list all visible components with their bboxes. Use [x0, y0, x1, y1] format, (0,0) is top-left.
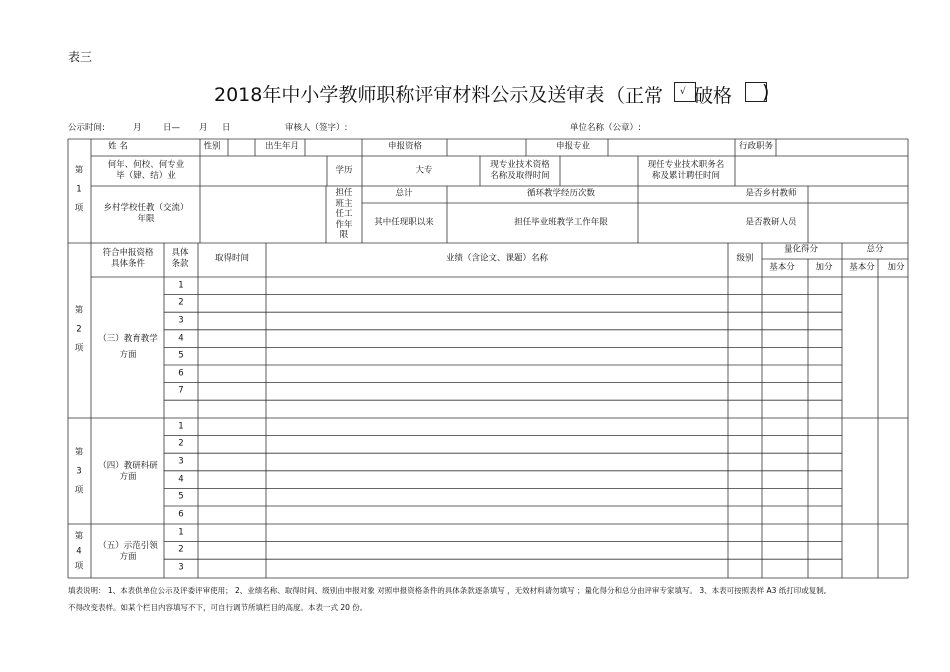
unit-name-label: 单位名称（公章）:: [570, 123, 641, 133]
section-4-label: 第 4 项: [74, 531, 84, 572]
conditions-header: 符合申报资格 具体条件: [102, 248, 154, 269]
publicity-day-2: 日: [222, 123, 231, 133]
row-number: 5: [178, 491, 184, 502]
cycle-count-label: 循环教学经历次数: [526, 188, 596, 199]
row-number: 7: [178, 385, 184, 396]
total-score-header: 总分: [866, 244, 884, 255]
rural-years-label: 乡村学校任教（交流） 年限: [103, 203, 189, 224]
total-bonus-header: 加分: [887, 262, 905, 273]
apply-qualification-label: 申报资格: [387, 141, 423, 152]
row-number: 6: [178, 509, 184, 520]
row-number: 2: [178, 438, 184, 449]
page-title: 2018年中小学教师职称评审材料公示及送审表: [214, 84, 605, 106]
current-post-label: 现任专业技术职务名 称及累计聘任时间: [647, 160, 725, 181]
row-number: 2: [178, 544, 184, 555]
row-number: 5: [178, 350, 184, 361]
row-number: 3: [178, 562, 184, 573]
graduation-label: 何年、何校、何专业 毕（肄、结）业: [107, 160, 185, 181]
row-number: 1: [178, 280, 184, 291]
is-researcher-label: 是否教研人员: [745, 217, 797, 228]
achievements-header: 业绩（含论文、课题）名称: [445, 253, 549, 264]
publicity-month-2: 月: [199, 123, 208, 133]
row-number: 6: [178, 368, 184, 379]
check-mark-icon: √: [680, 87, 686, 97]
section-3-label: 第 3 项: [74, 447, 84, 496]
row-number: 1: [178, 421, 184, 432]
is-rural-teacher-label: 是否乡村教师: [745, 188, 797, 199]
row-number: 4: [178, 474, 184, 485]
graduating-class-years-label: 担任毕业班教学工作年限: [514, 217, 608, 228]
row-number: 3: [178, 456, 184, 467]
count-header: 具体 条款: [171, 248, 189, 269]
section-3-category: （四）教研科研 方面: [98, 461, 158, 482]
option-normal-label: （正常: [606, 85, 664, 107]
publicity-day-1: 日—: [163, 123, 181, 133]
education-value: 大专: [415, 165, 433, 176]
education-label: 学历: [335, 165, 353, 176]
name-label: 姓 名: [108, 141, 128, 152]
quant-bonus-header: 加分: [815, 262, 833, 273]
section-4-category: （五）示范引领 方面: [98, 541, 158, 562]
option-close-paren: ): [762, 81, 770, 103]
section-1-label: 第 1 项: [74, 165, 84, 214]
section-2-category: （三）教育教学 方面: [98, 334, 158, 360]
publicity-time-label: 公示时间:: [68, 123, 105, 133]
footer-note-line-2: 不得改变表样。如某个栏目内容填写不下，可自行调节所填栏目的高度。本表一式 20 份。: [68, 603, 368, 612]
row-number: 4: [178, 333, 184, 344]
apply-major-label: 申报专业: [555, 141, 591, 152]
footer-note-line-1: 填表说明： 1、本表供单位公示及评委评审使用； 2、业绩名称、取得时间、级别由申报对象 对照申报资格条件的具体条款逐条填写 ，无效材料请勿填写 ；量化得分和总分由评审专家填写。 3、本表可按照表样 A3 纸打印或复制,: [68, 586, 827, 595]
birth-date-label: 出生年月: [264, 141, 300, 152]
total-label: 总计: [395, 188, 413, 199]
quant-score-header: 量化得分: [783, 244, 819, 255]
admin-post-label: 行政职务: [738, 141, 774, 152]
table-label: 表三: [68, 50, 93, 64]
option-exceptional-label: 破格: [694, 85, 733, 107]
row-number: 1: [178, 527, 184, 538]
current-position-years-label: 其中任现职以来: [374, 217, 434, 228]
quant-base-header: 基本分: [769, 262, 795, 273]
class-teacher-years-label: 担任 班主 任工 作年 限: [335, 187, 353, 240]
total-base-header: 基本分: [849, 262, 875, 273]
row-number: 3: [178, 315, 184, 326]
current-qualification-label: 现专业技术资格 名称及取得时间: [490, 160, 550, 181]
gender-label: 性别: [203, 141, 221, 152]
level-header: 级别: [736, 253, 754, 264]
row-number: 2: [178, 297, 184, 308]
publicity-month-1: 月: [133, 123, 142, 133]
reviewer-signature-label: 审核人（签字）:: [285, 123, 348, 133]
obtain-time-header: 取得时间: [214, 253, 250, 264]
section-2-label: 第 2 项: [74, 305, 84, 354]
